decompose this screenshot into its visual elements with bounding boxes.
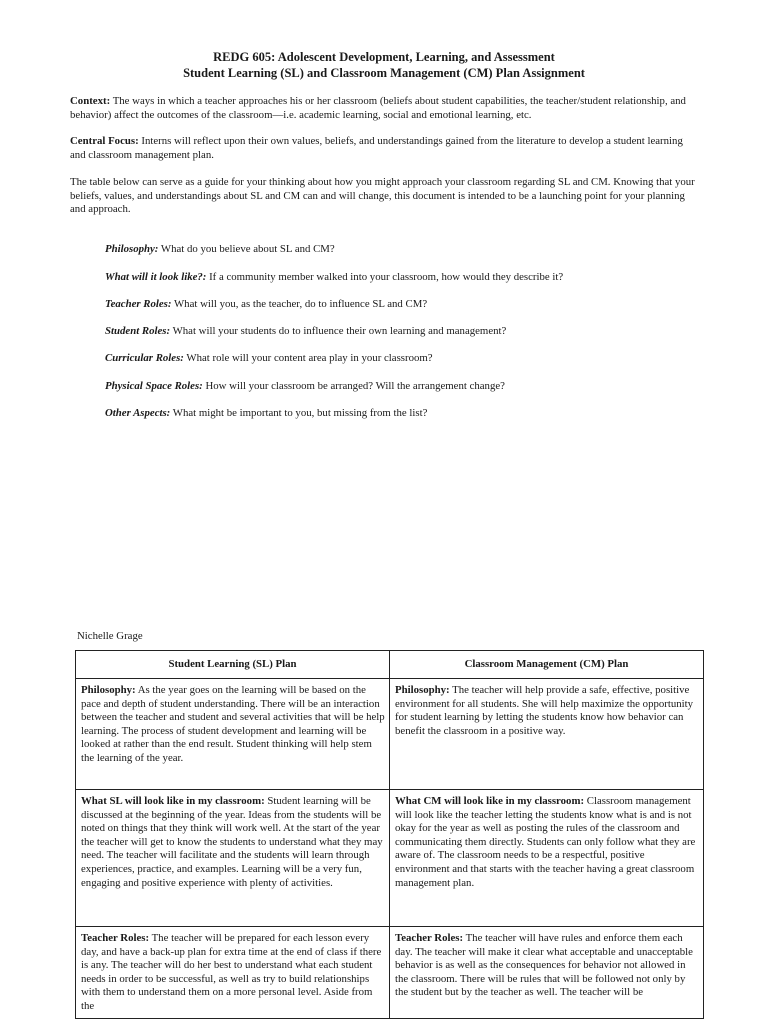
plan-table (75, 650, 704, 1019)
prompt-text: What might be important to you, but missing from the list? (170, 407, 428, 419)
table-row (76, 927, 704, 1019)
cell-text: Classroom management will look like the teacher letting the students know what is and is not okay for the year as well as posting the rules of the classroom and communicating them directly. Students can only follow what they are aware of. The classroom needs to be a respectful, positive environment and that starts with the teacher having a great classroom management plan. (395, 795, 696, 889)
cell-text: The teacher will have rules and enforce them each day. The teacher will make it clear what acceptable and unacceptable behavior is as well as the consequences for behavior not allowed in the classroom. There will be rules that will be followed not only by the student but by the teacher as well. The teacher will be (395, 932, 693, 999)
prompt-text: What role will your content area play in your classroom? (183, 352, 433, 364)
prompt-philosophy (105, 243, 705, 255)
prompt-student-roles (105, 325, 705, 337)
central-focus-text: Interns will reflect upon their own values, beliefs, and understandings gained from the literature to develop a student learning and classroom management plan. (70, 135, 683, 161)
cell-label: Teacher Roles: (81, 932, 150, 944)
context-paragraph (70, 95, 700, 122)
prompt-text: What will you, as the teacher, do to influence SL and CM? (171, 298, 428, 310)
document-title: REDG 605: Adolescent Development, Learning, and Assessment (213, 50, 555, 64)
prompt-label: Physical Space Roles: (105, 380, 203, 392)
table-cell (76, 927, 390, 1019)
prompt-text: How will your classroom be arranged? Will the arrangement change? (202, 380, 505, 392)
cell-text: The teacher will be prepared for each lesson every day, and have a back-up plan for extra time at the end of class if there is any. The teacher will do her best to understand what each student needs in order to be successful, as well as try to build relationships with them to understand them on a more personal level. Aside from the (81, 932, 382, 1012)
prompt-text: If a community member walked into your classroom, how would they describe it? (206, 271, 564, 283)
context-text: The ways in which a teacher approaches his or her classroom (beliefs about student capabilities, the teacher/student relationship, and behavior) affect the outcomes of the classroom—i.e. academic learning, social and emotional learning, etc. (70, 95, 686, 121)
cell-label: What SL will look like in my classroom: (81, 795, 265, 807)
prompt-text: What do you believe about SL and CM? (158, 243, 335, 255)
prompt-label: Curricular Roles: (105, 352, 184, 364)
central-focus-label: Central Focus: (70, 135, 139, 147)
prompt-label: Philosophy: (105, 243, 159, 255)
prompt-look-like (105, 271, 705, 283)
cell-text: The teacher will help provide a safe, effective, positive environment for all students. She will help maximize the opportunity for student learning by letting the students know how behavior can benefit the classroom in a positive way. (395, 684, 694, 737)
table-cell (76, 790, 390, 927)
prompt-text: What will your students do to influence their own learning and management? (170, 325, 507, 337)
table-cell (390, 679, 704, 790)
table-cell (390, 790, 704, 927)
central-focus-paragraph (70, 135, 700, 162)
prompt-label: Other Aspects: (105, 407, 171, 419)
cell-label: What CM will look like in my classroom: (395, 795, 585, 807)
table-row (76, 679, 704, 790)
prompt-teacher-roles (105, 298, 705, 310)
cell-label: Philosophy: (395, 684, 450, 696)
table-header-row (76, 651, 704, 679)
table-cell (390, 927, 704, 1019)
context-label: Context: (70, 95, 111, 107)
cell-label: Teacher Roles: (395, 932, 464, 944)
author-name: Nichelle Grage (77, 630, 143, 642)
document-subtitle: Student Learning (SL) and Classroom Management (CM) Plan Assignment (183, 66, 585, 80)
prompt-physical-space (105, 380, 705, 392)
sl-plan-header: Student Learning (SL) Plan (76, 651, 390, 679)
cell-text: As the year goes on the learning will be based on the pace and depth of student understanding. There will be an interaction between the teacher and student and several activities that will be help learning. The process of student development and learning will be looked at rather than the end result. Student thinking will help stem the learning of the year. (81, 684, 385, 764)
table-row (76, 790, 704, 927)
prompt-label: Student Roles: (105, 325, 171, 337)
table-cell (76, 679, 390, 790)
prompt-label: Teacher Roles: (105, 298, 172, 310)
intro-paragraph: The table below can serve as a guide for your thinking about how you might approach your classroom regarding SL and CM. Knowing that your beliefs, values, and understandings about SL and CM can and will change, this document is intended to be a launching point for your planning and approach. (70, 176, 695, 216)
cell-label: Philosophy: (81, 684, 136, 696)
prompt-other-aspects (105, 407, 705, 419)
prompt-curricular-roles (105, 352, 705, 364)
prompt-label: What will it look like?: (105, 271, 207, 283)
cm-plan-header: Classroom Management (CM) Plan (390, 651, 704, 679)
cell-text: Student learning will be discussed at the beginning of the year. Ideas from the students will be noted on things that they think will work well. At the start of the year the teacher will get to know the students to understand what they may need. The teacher will facilitate and the students will learn through experiences, practice, and examples. Learning will be a very fun, engaging and positive experience with plenty of activities. (81, 795, 383, 889)
